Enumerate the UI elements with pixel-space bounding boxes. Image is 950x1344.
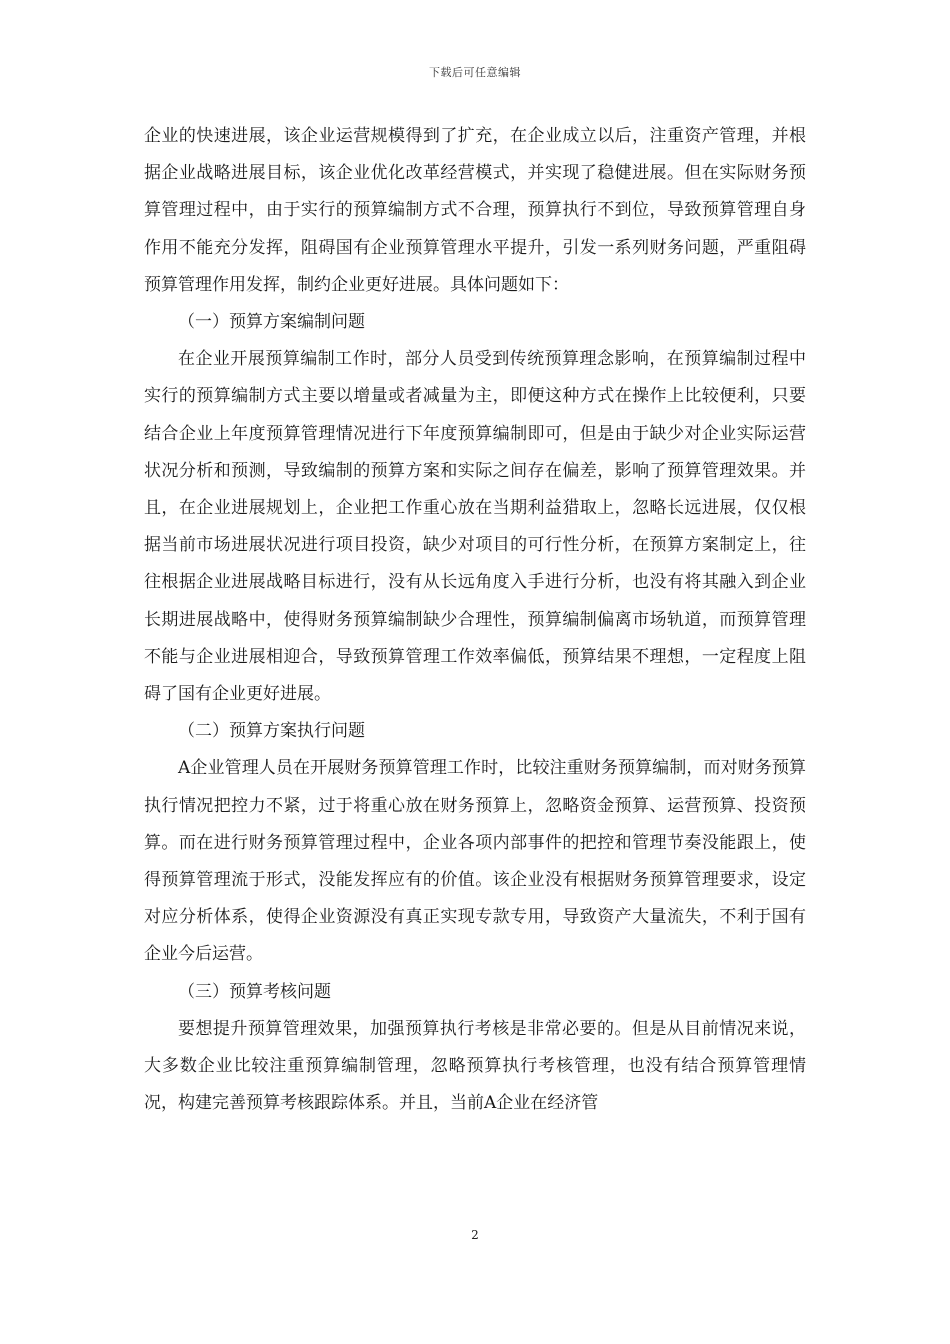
paragraph-section-3: 要想提升预算管理效果，加强预算执行考核是非常必要的。但是从目前情况来说，大多数企业比较注重预算编制管理，忽略预算执行考核管理，也没有结合预算管理情况，构建完善预算考核跟踪体系。并且，当前A企业在经济管	[144, 1018, 806, 1114]
document-body	[144, 118, 806, 1122]
section-heading-2: （二）预算方案执行问题	[178, 721, 365, 742]
page-header: 下载后可任意编辑	[429, 66, 521, 79]
paragraph-section-2: A企业管理人员在开展财务预算管理工作时，比较注重财务预算编制，而对财务预算执行情况把控力不紧，过于将重心放在财务预算上，忽略资金预算、运营预算、投资预算。而在进行财务预算管理过程中，企业各项内部事件的把控和管理节奏没能跟上，使得预算管理流于形式，没能发挥应有的价值。该企业没有根据财务预算管理要求，设定对应分析体系，使得企业资源没有真正实现专款专用，导致资产大量流失，不利于国有企业今后运营。	[144, 758, 806, 965]
section-heading-3: （三）预算考核问题	[178, 981, 331, 1002]
section-heading-1: （一）预算方案编制问题	[178, 312, 365, 333]
page-number: 2	[471, 1228, 479, 1242]
paragraph-section-1: 在企业开展预算编制工作时，部分人员受到传统预算理念影响，在预算编制过程中实行的预算编制方式主要以增量或者减量为主，即便这种方式在操作上比较便利，只要结合企业上年度预算管理情况进行下年度预算编制即可，但是由于缺少对企业实际运营状况分析和预测，导致编制的预算方案和实际之间存在偏差，影响了预算管理效果。并且，在企业进展规划上，企业把工作重心放在当期利益猎取上，忽略长远进展，仅仅根据当前市场进展状况进行项目投资，缺少对项目的可行性分析，在预算方案制定上，往往根据企业进展战略目标进行，没有从长远角度入手进行分析，也没有将其融入到企业长期进展战略中，使得财务预算编制缺少合理性，预算编制偏离市场轨道，而预算管理不能与企业进展相迎合，导致预算管理工作效率偏低，预算结果不理想，一定程度上阻碍了国有企业更好进展。	[144, 349, 806, 705]
paragraph-intro: 企业的快速进展，该企业运营规模得到了扩充，在企业成立以后，注重资产管理，并根据企业战略进展目标，该企业优化改革经营模式，并实现了稳健进展。但在实际财务预算管理过程中，由于实行的预算编制方式不合理，预算执行不到位，导致预算管理自身作用不能充分发挥，阻碍国有企业预算管理水平提升，引发一系列财务问题，严重阻碍预算管理作用发挥，制约企业更好进展。具体问题如下：	[144, 126, 806, 295]
